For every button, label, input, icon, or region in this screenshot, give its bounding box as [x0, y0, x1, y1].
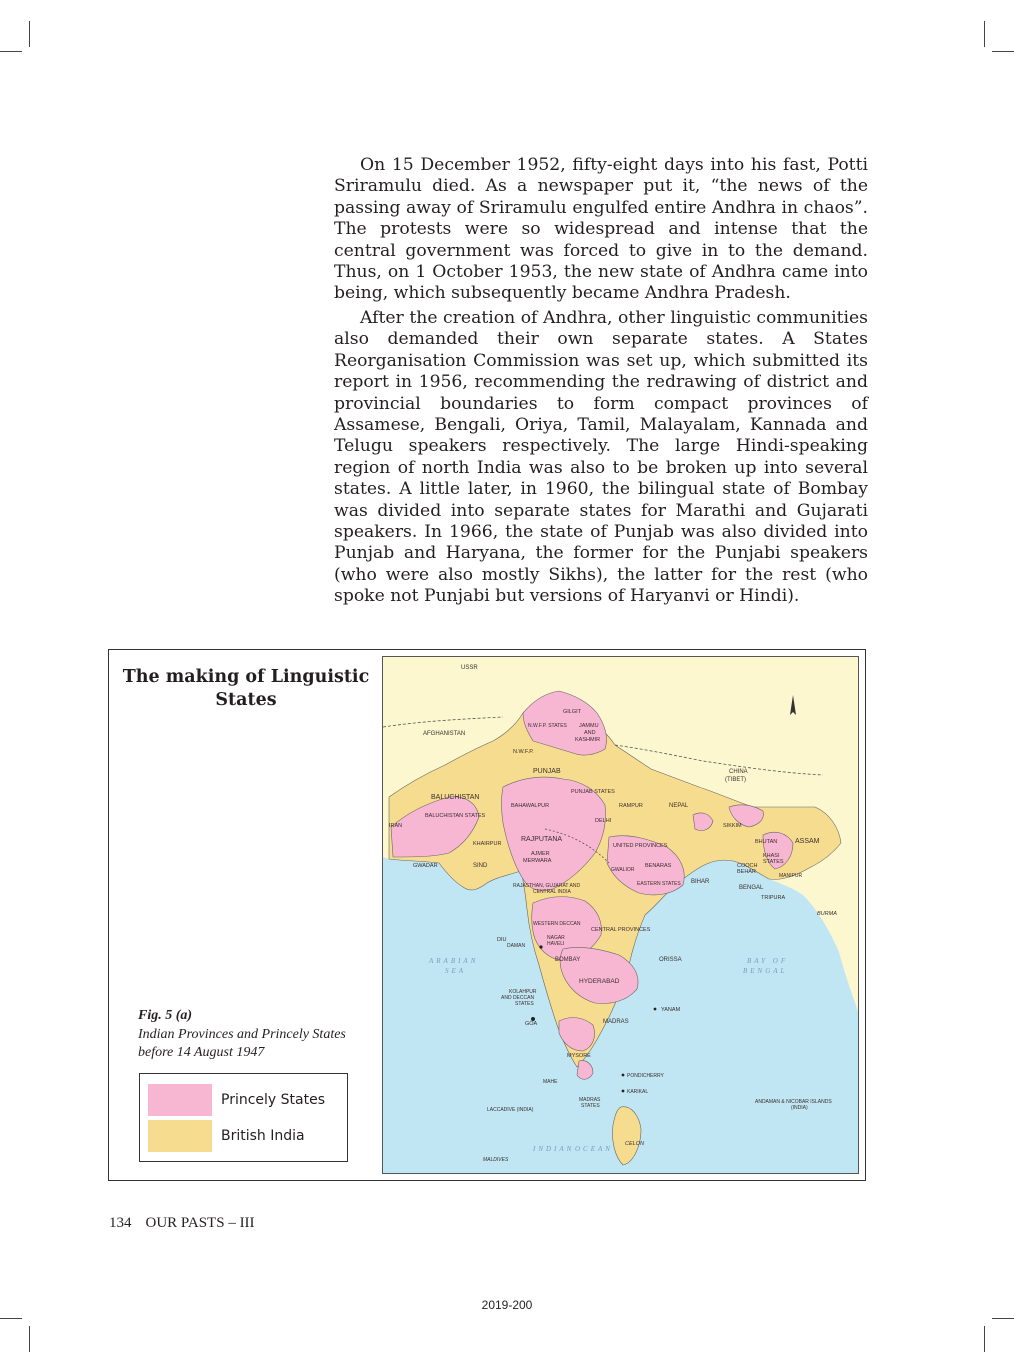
map-label: ORISSA [659, 957, 682, 963]
map-label: GWADAR [413, 863, 438, 869]
legend-label: British India [221, 1128, 305, 1144]
map-label: RAMPUR [619, 803, 643, 809]
map-label: CELON [625, 1141, 644, 1147]
map-label: USSR [461, 665, 478, 671]
map-label: N.W.F.P. STATES [528, 723, 567, 729]
map-label: CHINA [729, 769, 748, 775]
map-label: TRIPURA [761, 895, 786, 901]
map-label: STATES [581, 1103, 600, 1109]
page-number: 134 [109, 1215, 132, 1231]
legend-label: Princely States [221, 1092, 326, 1108]
figure-caption: Indian Provinces and Princely States before 14 August 1947 [138, 1027, 346, 1060]
map-label: ARABIAN [429, 957, 479, 965]
legend-item-british [148, 1120, 338, 1152]
map-label: BIHAR [691, 879, 710, 885]
map-label: SEA [445, 967, 467, 975]
map-label: STATES [515, 1001, 534, 1007]
map-label: MANIPUR [779, 873, 803, 879]
crop-mark [992, 51, 1014, 52]
map-marker [654, 1008, 657, 1011]
map-label: NAGAR [547, 935, 565, 941]
map-label: EASTERN STATES [637, 881, 681, 887]
map-label: (TIBET) [725, 777, 746, 783]
map-label: AND DECCAN [501, 995, 535, 1001]
map-label: BENGAL [743, 967, 788, 975]
map-label: MAHE [543, 1079, 558, 1085]
crop-mark [0, 51, 22, 52]
legend-swatch-princely [148, 1084, 212, 1116]
map-label: GOA [525, 1021, 538, 1027]
legend-swatch-british [148, 1120, 212, 1152]
map-label: COOCH [737, 863, 758, 869]
map-label: BURMA [817, 911, 837, 917]
crop-mark [0, 1318, 22, 1319]
map-marker [622, 1090, 625, 1093]
book-title: OUR PASTS – III [145, 1215, 255, 1231]
map [382, 656, 859, 1174]
crop-mark [29, 1326, 30, 1352]
map-label: NEPAL [669, 803, 689, 809]
map-label: MERWARA [523, 858, 552, 864]
map-label: WESTERN DECCAN [533, 921, 581, 927]
map-label: IRAN [389, 823, 403, 829]
map-label: MADRAS [579, 1097, 601, 1103]
map-label: HYDERABAD [579, 978, 620, 985]
map-label: KOLAHPUR [509, 989, 537, 995]
map-label: ANDAMAN & NICOBAR ISLANDS [755, 1099, 832, 1105]
crop-mark [29, 21, 30, 47]
crop-mark [992, 1318, 1014, 1319]
map-label: BAY OF [747, 957, 789, 965]
map-legend [139, 1073, 348, 1162]
map-label: KARIKAL [627, 1089, 649, 1095]
map-label: CENTRAL INDIA [533, 889, 571, 895]
map-label: KHAIRPUR [473, 841, 502, 847]
map-label: KHASI [763, 853, 780, 859]
print-year: 2019-200 [481, 1298, 533, 1312]
map-label: BALUCHISTAN STATES [425, 813, 486, 819]
map-label: BALUCHISTAN [431, 794, 480, 801]
map-marker [622, 1074, 625, 1077]
map-label: BEHAR [737, 869, 756, 875]
paragraph: After the creation of Andhra, other linguistic communities also demanded their own separate states. A States Reorganisation Commission was set up, which submitted its report in 1956, recommending the redrawing of district and provincial boundaries to form compact provinces of Assamese, Bengali, Oriya, Tamil, Malayalam, Kannada and Telugu speakers respectively. The large Hindi-speaking region of north India was also to be broken up into several states. A little later, in 1960, the bilingual state of Bombay was divided into separate states for Marathi and Gujarati speakers. In 1966, the state of Punjab was also divided into Punjab and Haryana, the former for the Punjabi speakers (who were also mostly Sikhs), the latter for the rest (who spoke not Punjabi but versions of Haryanvi or Hindi). [334, 308, 868, 607]
figure-box [108, 649, 866, 1181]
paragraph: On 15 December 1952, fifty-eight days into his fast, Potti Sriramulu died. As a newspaper put it, “the news of the passing away of Sriramulu engulfed entire Andhra in chaos”. The protests were so widespread and intense that the central government was forced to give in to the demand. Thus, on 1 October 1953, the new state of Andhra came into being, which subsequently became Andhra Pradesh. [334, 155, 868, 304]
map-label: PUNJAB STATES [571, 789, 615, 795]
map-label: BENARAS [645, 863, 672, 869]
map-label: INDIAN [533, 1145, 575, 1153]
map-svg [383, 657, 859, 1174]
map-label: BAHAWALPUR [511, 803, 550, 809]
map-marker [531, 1017, 535, 1021]
map-label: BENGAL [739, 885, 764, 891]
map-label: MALDIVES [483, 1157, 509, 1163]
map-label: PUNJAB [533, 768, 561, 775]
map-label: RAJASTHAN, GUJARAT AND [513, 883, 581, 889]
map-marker [539, 945, 542, 948]
map-label: PONDICHERRY [627, 1073, 664, 1079]
map-label: SIKKIM [723, 823, 742, 829]
map-label: MADRAS [603, 1019, 629, 1025]
map-label: N.W.F.P. [513, 749, 534, 755]
map-label: OCEAN [575, 1145, 613, 1153]
map-label: AJMER [531, 851, 550, 857]
map-label: HAVELI [547, 941, 565, 947]
map-label: DAMAN [507, 943, 526, 949]
map-label: GILGIT [563, 709, 582, 715]
legend-item-princely [148, 1084, 338, 1116]
crop-mark [984, 1326, 985, 1352]
figure-label: Fig. 5 (a) [138, 1008, 193, 1023]
map-label: GWALIOR [611, 867, 635, 873]
map-label: DIU [497, 937, 507, 943]
map-label: AND [584, 730, 596, 736]
page-footer [109, 1215, 255, 1232]
map-label: LACCADIVE (INDIA) [487, 1107, 534, 1113]
map-label: AFGHANISTAN [423, 731, 466, 737]
map-label: BHUTAN [755, 839, 778, 845]
map-label: BOMBAY [555, 957, 581, 963]
map-label: JAMMU [579, 723, 599, 729]
map-label: UNITED PROVINCES [613, 843, 668, 849]
map-label: STATES [763, 859, 784, 865]
map-label: CENTRAL PROVINCES [591, 927, 651, 933]
crop-mark [984, 21, 985, 47]
figure-title: The making of Linguistic States [122, 667, 370, 710]
map-label: MYSORE [567, 1053, 591, 1059]
map-label: YANAM [661, 1007, 681, 1013]
map-label: KASHMIR [575, 737, 601, 743]
map-label: RAJPUTANA [521, 836, 563, 843]
map-label: ASSAM [795, 838, 820, 845]
map-label: DELHI [595, 818, 612, 824]
map-label: (INDIA) [791, 1105, 808, 1111]
map-label: SIND [473, 863, 488, 869]
